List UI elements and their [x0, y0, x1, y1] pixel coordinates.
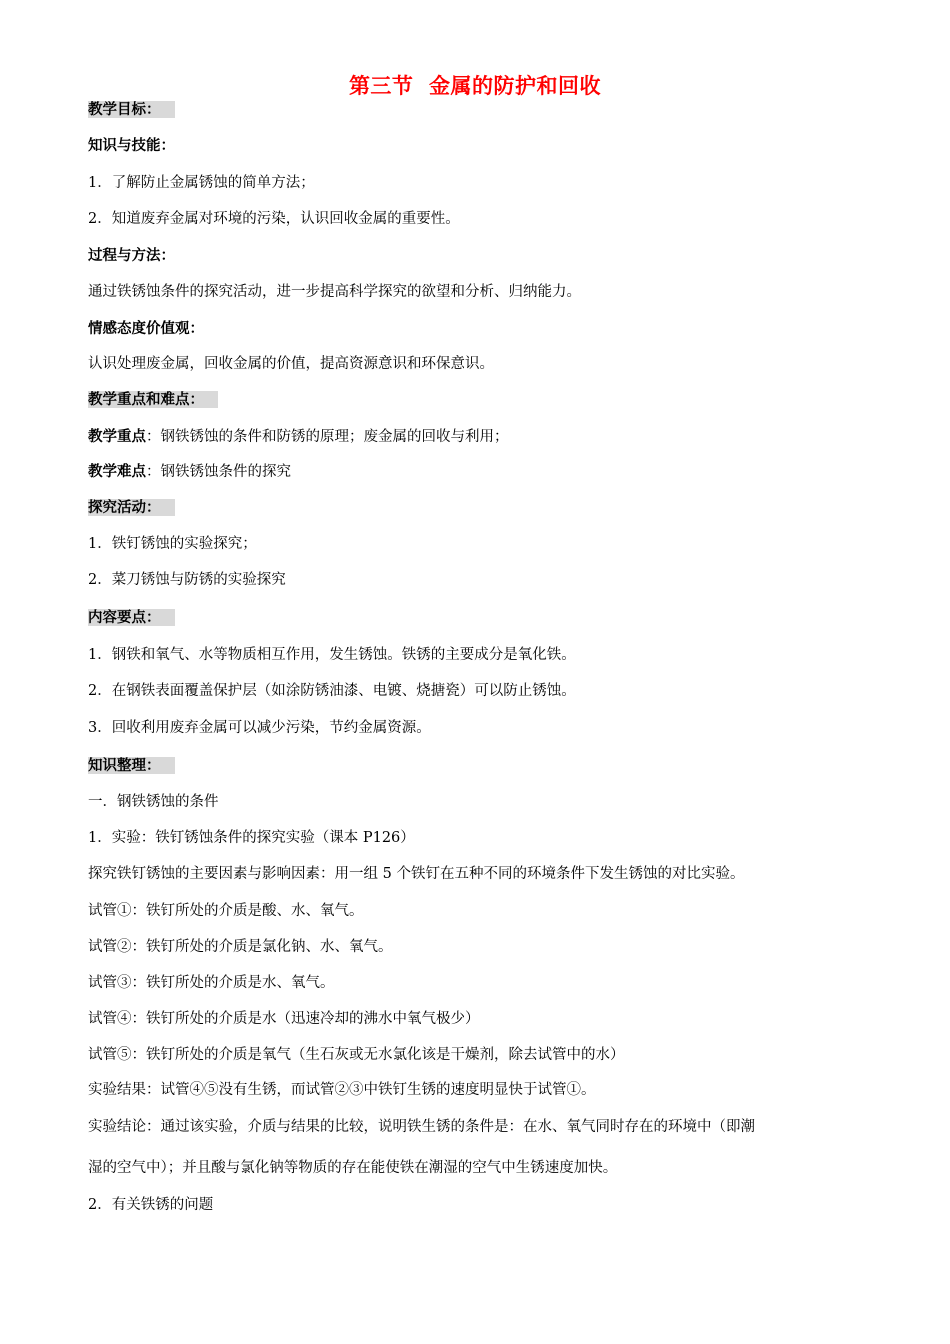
paragraph: 实验结果：试管④⑤没有生锈，而试管②③中铁钉生锈的速度明显快于试管①。 [88, 1082, 596, 1098]
paragraph: 探究铁钉锈蚀的主要因素与影响因素：用一组 5 个铁钉在五种不同的环境条件下发生锈蚀的对比实验。 [88, 866, 745, 882]
difficult-text: ：钢铁锈蚀条件的探究 [146, 464, 291, 480]
paragraph: 1．了解防止金属锈蚀的简单方法； [88, 175, 315, 191]
heading-label: 探究活动： [88, 499, 175, 516]
paragraph: 1．铁钉锈蚀的实验探究； [88, 536, 257, 552]
paragraph: 试管②：铁钉所处的介质是氯化钠、水、氧气。 [88, 939, 393, 955]
paragraph: 试管③：铁钉所处的介质是水、氧气。 [88, 975, 335, 991]
paragraph: 试管①：铁钉所处的介质是酸、水、氧气。 [88, 903, 364, 919]
paragraph: 实验结论：通过该实验，介质与结果的比较，说明铁生锈的条件是：在水、氧气同时存在的环境中（即潮 [88, 1119, 755, 1135]
paragraph: 一．钢铁锈蚀的条件 [88, 794, 219, 810]
heading-label: 知识整理： [88, 757, 175, 774]
section-heading-key-difficult [88, 390, 218, 410]
paragraph: 试管⑤：铁钉所处的介质是氧气（生石灰或无水氯化该是干燥剂，除去试管中的水） [88, 1047, 625, 1063]
paragraph: 1．钢铁和氧气、水等物质相互作用，发生锈蚀。铁锈的主要成分是氧化铁。 [88, 647, 576, 663]
paragraph: 2．有关铁锈的问题 [88, 1197, 214, 1213]
heading-label: 教学目标： [88, 101, 175, 118]
paragraph: 2．知道废弃金属对环境的污染，认识回收金属的重要性。 [88, 211, 460, 227]
paragraph: 3．回收利用废弃金属可以减少污染，节约金属资源。 [88, 720, 431, 736]
subheading-emotion: 情感态度价值观： [88, 320, 204, 337]
section-heading-content-points [88, 608, 175, 628]
heading-label: 内容要点： [88, 609, 175, 626]
paragraph: 认识处理废金属，回收金属的价值，提高资源意识和环保意识。 [88, 356, 494, 372]
paragraph: 试管④：铁钉所处的介质是水（迅速冷却的沸水中氧气极少） [88, 1011, 480, 1027]
paragraph: 湿的空气中）；并且酸与氯化钠等物质的存在能使铁在潮湿的空气中生锈速度加快。 [88, 1160, 618, 1176]
heading-label: 教学重点和难点： [88, 391, 218, 408]
subheading-knowledge-skills: 知识与技能： [88, 137, 175, 154]
key-label: 教学重点 [88, 428, 146, 445]
paragraph: 通过铁锈蚀条件的探究活动，进一步提高科学探究的欲望和分析、归纳能力。 [88, 284, 581, 300]
difficult-label: 教学难点 [88, 463, 146, 480]
key-text: ：钢铁锈蚀的条件和防锈的原理；废金属的回收与利用； [146, 429, 509, 445]
paragraph: 1．实验：铁钉锈蚀条件的探究实验（课本 P126） [88, 830, 415, 846]
section-heading-goals [88, 100, 175, 120]
page-title: 第三节 金属的防护和回收 [348, 73, 602, 98]
subheading-process-methods: 过程与方法： [88, 247, 175, 264]
section-heading-inquiry [88, 498, 175, 518]
paragraph: 2．菜刀锈蚀与防锈的实验探究 [88, 572, 286, 588]
paragraph-key-points [88, 427, 509, 447]
paragraph: 2．在钢铁表面覆盖保护层（如涂防锈油漆、电镀、烧搪瓷）可以防止锈蚀。 [88, 683, 576, 699]
section-heading-knowledge-org [88, 756, 175, 776]
paragraph-difficult-points [88, 462, 291, 482]
